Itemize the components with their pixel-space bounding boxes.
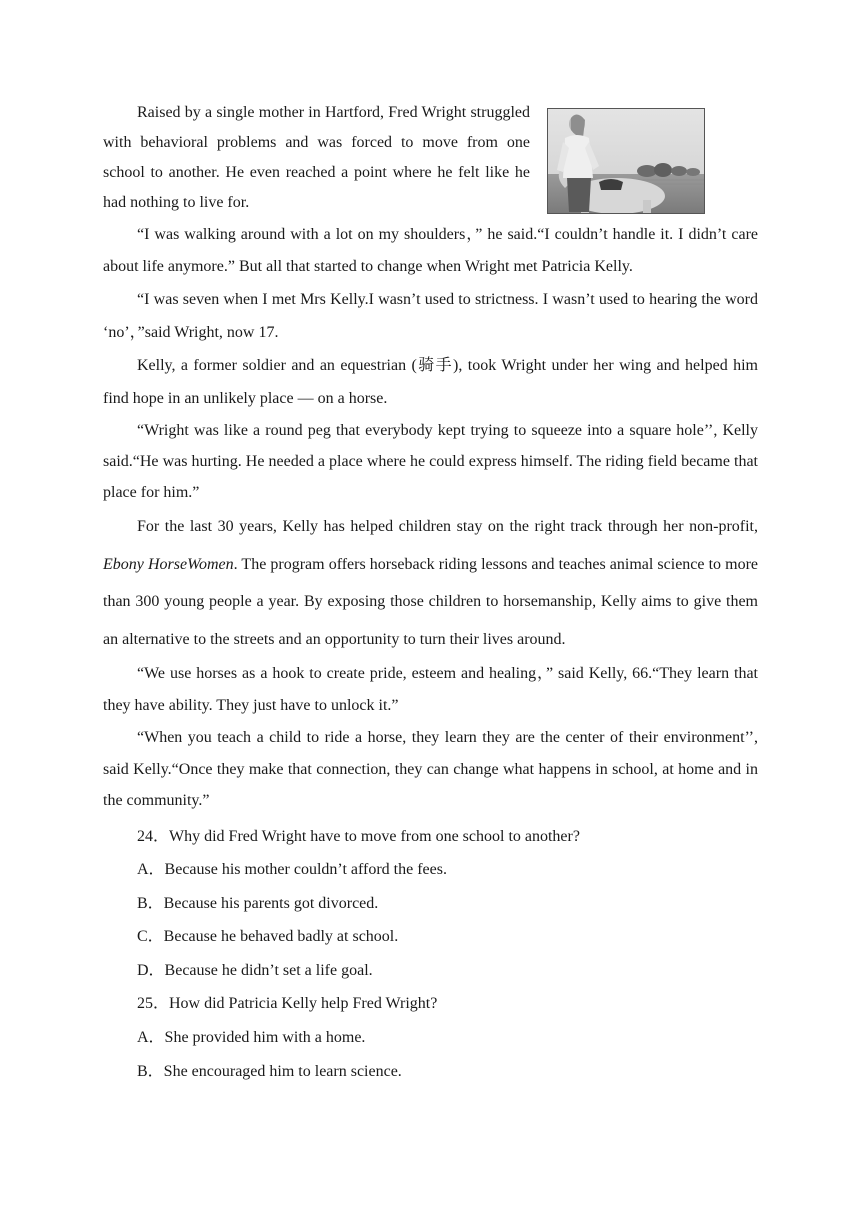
photo-spacer xyxy=(530,98,758,218)
question-25 xyxy=(103,987,758,1088)
question-25-option-b: B．She encouraged him to learn science. xyxy=(137,1062,402,1080)
question-24-option-d: D．Because he didn’t set a life goal. xyxy=(137,961,373,979)
question-24 xyxy=(103,820,758,988)
paragraph-4: Kelly, a former soldier and an equestrian (骑手), took Wright under her wing and helped him find hope in an unlikely place — on a horse. xyxy=(103,357,758,407)
paragraph-3: “I was seven when I met Mrs Kelly.I wasn’t used to strictness. I wasn’t used to hearing the word ‘no’，”said Wright, now 17. xyxy=(103,291,758,341)
paragraph-6 xyxy=(103,508,758,658)
paragraph-5: “Wright was like a round peg that everybody kept trying to squeeze into a square hole’’, Kelly said.“He was hurting. He needed a place where he could express himself. The riding field became that place for him.” xyxy=(103,422,758,501)
paragraph-1-flow xyxy=(103,98,758,218)
paragraph-2: “I was walking around with a lot on my shoulders，” he said.“I couldn’t handle it. I didn’t care about life anymore.” But all that started to change when Wright met Patricia Kelly. xyxy=(103,226,758,275)
question-24-option-c: C．Because he behaved badly at school. xyxy=(137,928,399,946)
question-24-stem: 24．Why did Fred Wright have to move from one school to another? xyxy=(137,827,580,845)
program-name: Ebony HorseWomen xyxy=(103,555,234,573)
paragraph-1-text: Raised by a single mother in Hartford, Fred Wright struggled with behavioral problems and was forced to move from one school to another. He even reached a point where he felt like he had nothing to live for. xyxy=(103,104,530,211)
document-page xyxy=(103,98,758,1088)
paragraph-8: “When you teach a child to ride a horse, they learn they are the center of their environment’’, said Kelly.“Once they make that connection, they can change what happens in school, at home and in the community.” xyxy=(103,729,758,809)
question-24-option-a: A．Because his mother couldn’t afford the fees. xyxy=(137,861,447,879)
p6-before: For the last 30 years, Kelly has helped children stay on the right track through her non-profit, xyxy=(137,518,758,535)
question-25-stem: 25．How did Patricia Kelly help Fred Wright? xyxy=(137,995,438,1013)
p6-after: . The program offers horseback riding lessons and teaches animal science to more than 300 young people a year. By exposing those children to horsemanship, Kelly aims to give them an alternative to the streets and an opportunity to turn their lives around. xyxy=(103,555,759,648)
question-24-option-b: B．Because his parents got divorced. xyxy=(137,894,379,912)
paragraph-7: “We use horses as a hook to create pride, esteem and healing，” said Kelly, 66.“They learn that they have ability. They just have to unlock it.” xyxy=(103,665,758,714)
question-25-option-a: A．She provided him with a home. xyxy=(137,1029,366,1047)
